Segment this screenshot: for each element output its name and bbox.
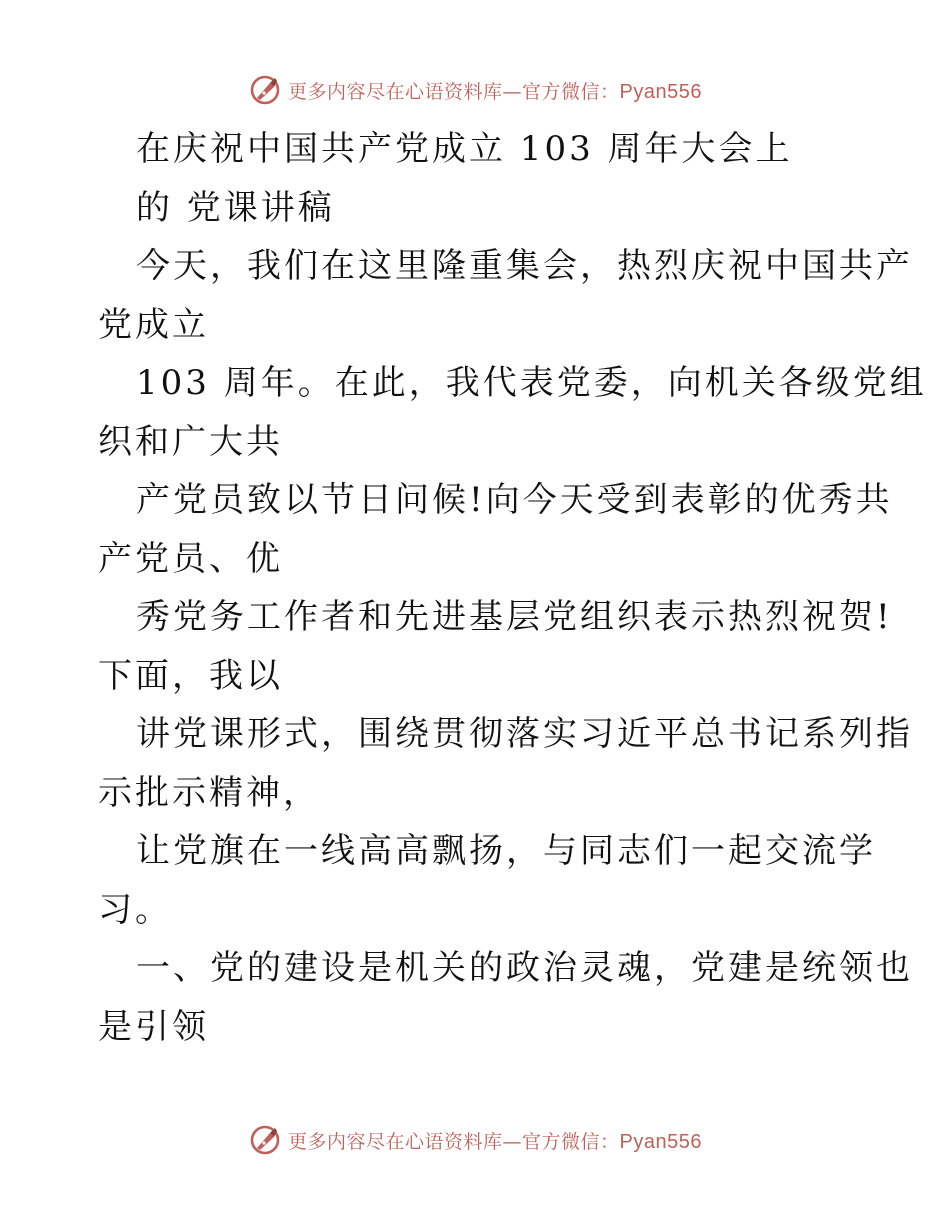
text-line: 是引领 [98, 1006, 209, 1047]
text-line: 下面，我以 [98, 655, 283, 696]
text-line: 党成立 [98, 304, 209, 345]
text-line: 一、党的建设是机关的政治灵魂，党建是统领也 [136, 948, 913, 988]
watermark-text: 更多内容尽在心语资料库—官方微信：Pyan556 [288, 1130, 702, 1153]
text-line: 的 党课讲稿 [136, 187, 335, 228]
watermark-text: 更多内容尽在心语资料库—官方微信：Pyan556 [288, 80, 702, 103]
footer-watermark [0, 1120, 950, 1160]
text-line: 今天，我们在这里隆重集会，热烈庆祝中国共产 [136, 246, 913, 286]
text-line: 103 周年。在此，我代表党委，向机关各级党组 [136, 363, 927, 403]
text-line: 在庆祝中国共产党成立 103 周年大会上 [136, 129, 793, 169]
document-body [98, 120, 927, 1056]
text-line: 产党员、优 [98, 538, 283, 579]
header-watermark [0, 70, 950, 110]
pen-nib-logo-icon [248, 1123, 282, 1157]
text-line: 秀党务工作者和先进基层党组织表示热烈祝贺! [136, 597, 893, 637]
text-line: 产党员致以节日问候!向今天受到表彰的优秀共 [136, 480, 893, 520]
text-line: 示批示精神， [98, 772, 320, 813]
text-line: 习。 [98, 889, 172, 930]
text-line: 织和广大共 [98, 421, 283, 462]
text-line: 让党旗在一线高高飘扬，与同志们一起交流学 [136, 831, 876, 871]
text-line: 讲党课形式，围绕贯彻落实习近平总书记系列指 [136, 714, 913, 754]
pen-nib-logo-icon [248, 73, 282, 107]
